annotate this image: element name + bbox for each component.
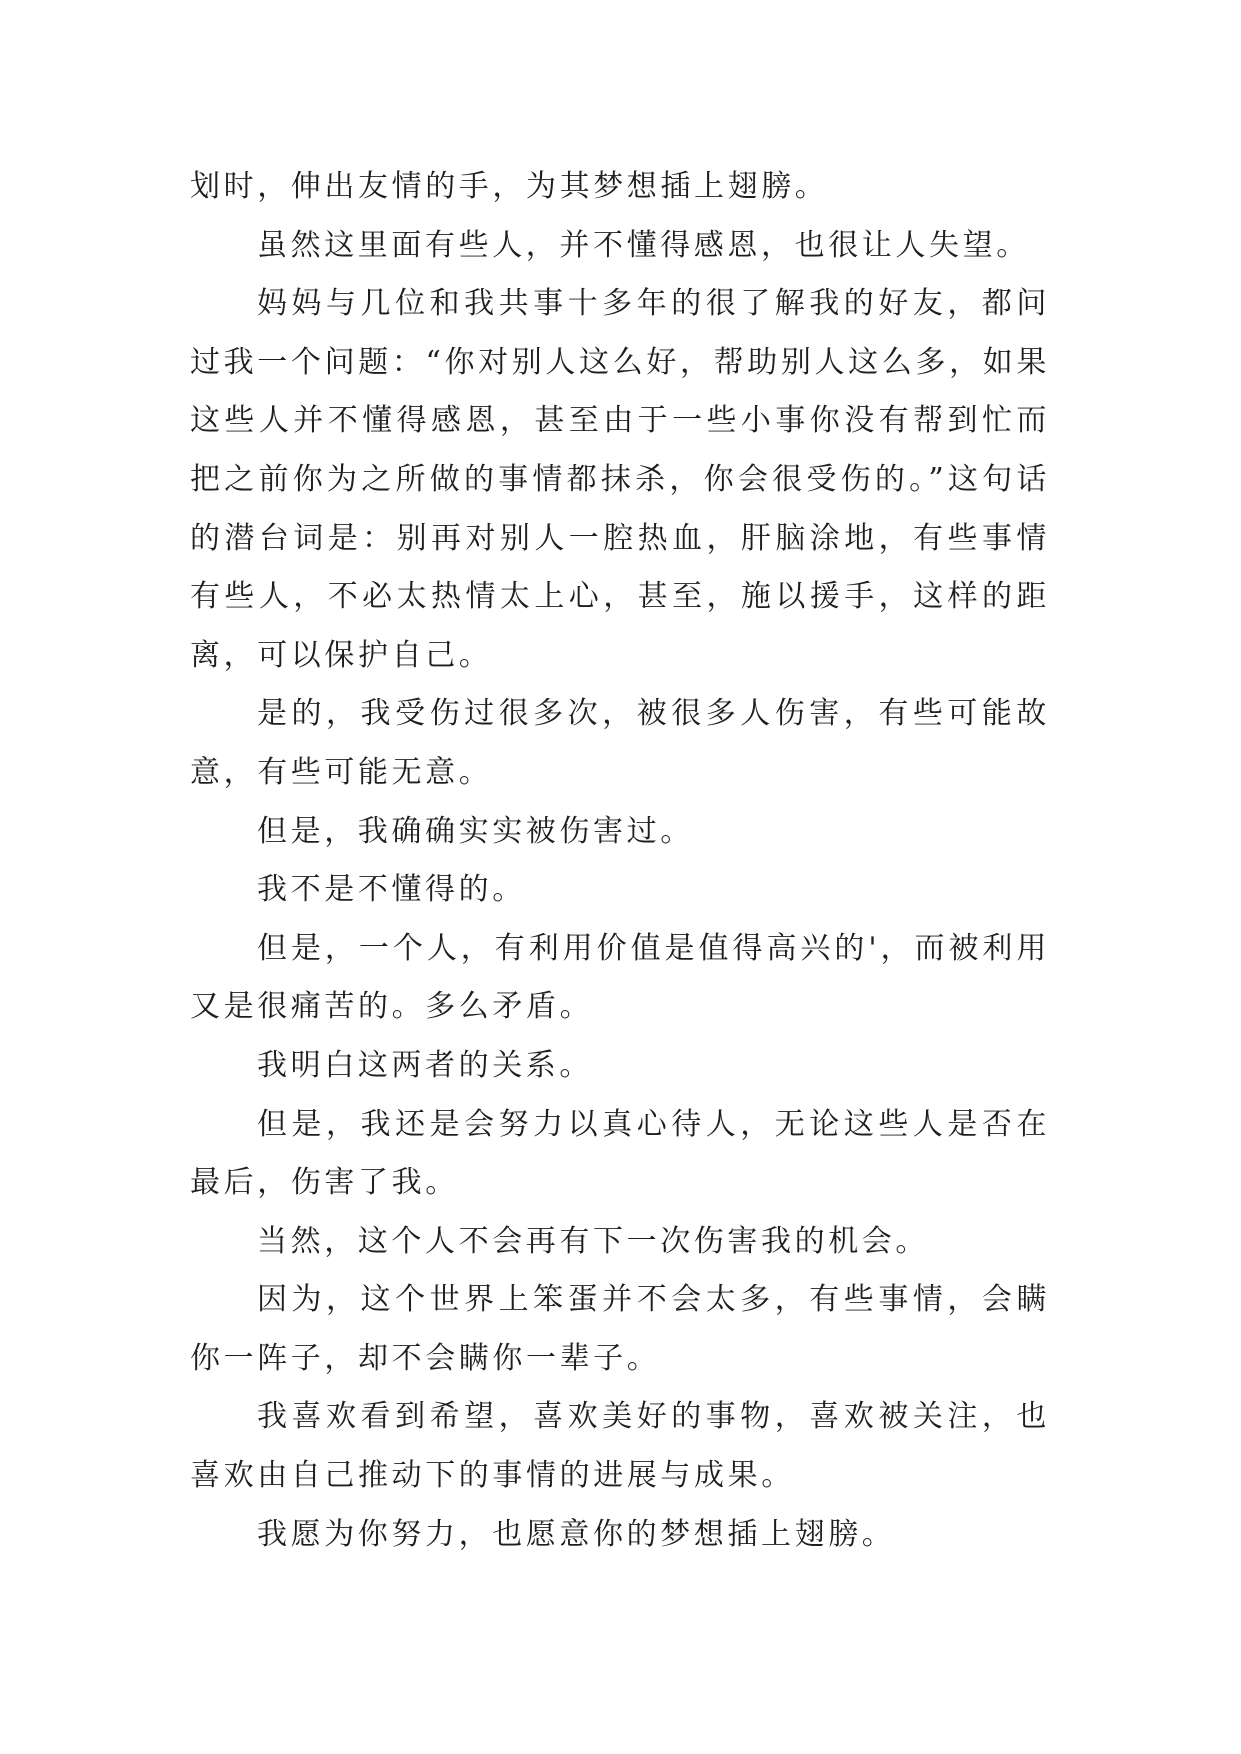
paragraph: 但是，一个人，有利用价值是值得高兴的'，而被利用又是很痛苦的。多么矛盾。	[190, 930, 1050, 1025]
paragraph: 我不是不懂得的。	[257, 872, 526, 908]
paragraph: 虽然这里面有些人，并不懂得感恩，也很让人失望。	[257, 227, 1030, 263]
paragraph: 当然，这个人不会再有下一次伤害我的机会。	[257, 1223, 929, 1259]
paragraph-continuation: 划时，伸出友情的手，为其梦想插上翅膀。	[190, 169, 829, 204]
paragraph: 我愿为你努力，也愿意你的梦想插上翅膀。	[257, 1516, 896, 1552]
paragraph: 因为，这个世界上笨蛋并不会太多，有些事情，会瞒你一阵子，却不会瞒你一辈子。	[190, 1282, 1050, 1376]
paragraph: 但是，我还是会努力以真心待人，无论这些人是否在最后，伤害了我。	[190, 1106, 1050, 1201]
document-body	[190, 158, 1050, 1564]
paragraph: 是的，我受伤过很多次，被很多人伤害，有些可能故意，有些可能无意。	[190, 696, 1050, 790]
paragraph: 但是，我确确实实被伤害过。	[257, 813, 694, 849]
paragraph: 妈妈与几位和我共事十多年的很了解我的好友，都问过我一个问题：“你对别人这么好，帮助别人这么多，如果这些人并不懂得感恩，甚至由于一些小事你没有帮到忙而把之前你为之所做的事情都抹杀，你会很受伤的。”这句话的潜台词是：别再对别人一腔热血，肝脑涂地，有些事情有些人，不必太热情太上心，甚至，施以援手，这样的距离，可以保护自己。	[190, 286, 1050, 673]
paragraph: 我明白这两者的关系。	[257, 1047, 593, 1083]
paragraph: 我喜欢看到希望，喜欢美好的事物，喜欢被关注，也喜欢由自己推动下的事情的进展与成果。	[190, 1399, 1050, 1494]
